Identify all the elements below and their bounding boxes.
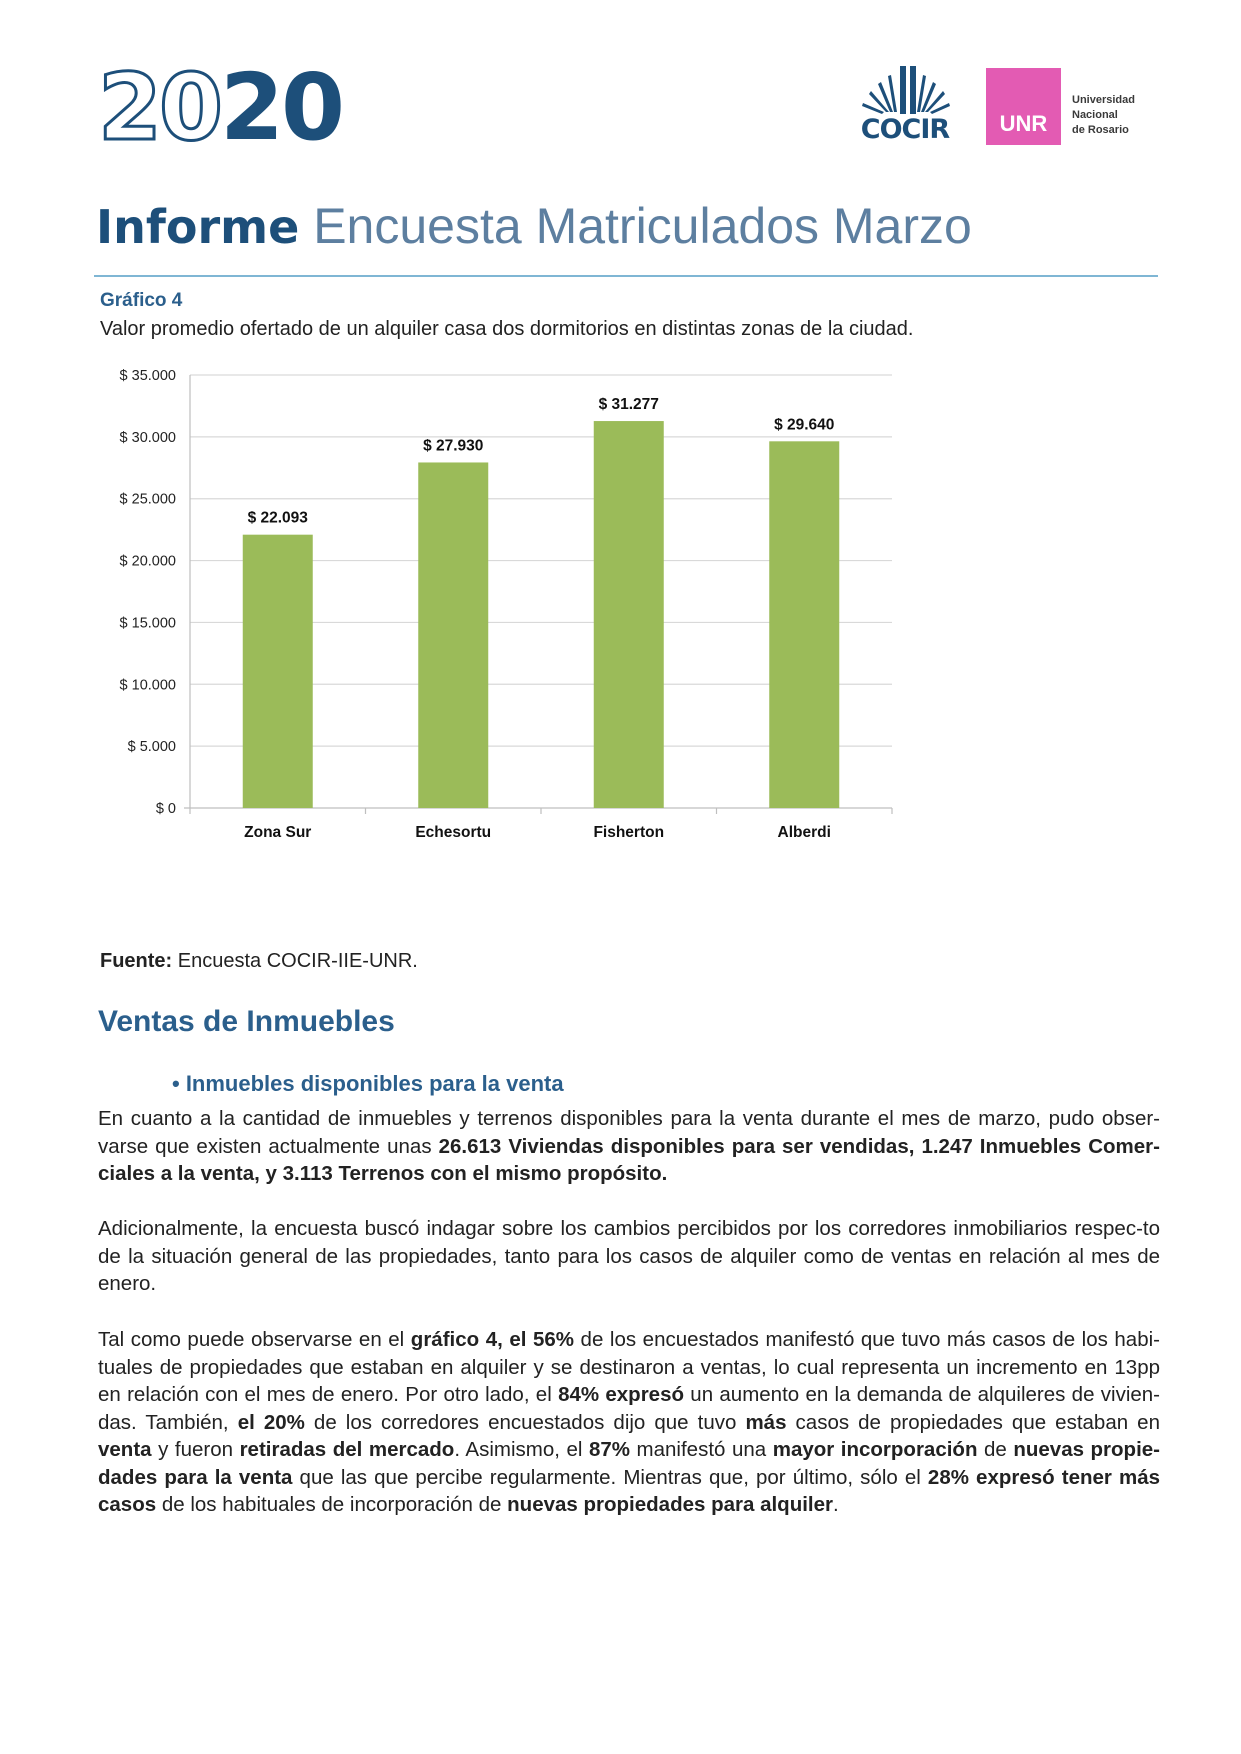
text-run: 87% (588, 1438, 631, 1461)
text-run: de los corredores encuestados dijo que tuvo (304, 1410, 746, 1434)
text-run: En cuanto a la cantidad de inmuebles y terrenos disponibles para la venta durante el mes de marzo, pudo obser-varse que existen actualmente unas (98, 1107, 1160, 1158)
text-run: nuevas propie-dades para la venta (98, 1438, 1160, 1489)
report-year (98, 54, 343, 161)
text-run: Adicionalmente, la encuesta buscó indagar sobre los cambios percibidos por los corredores inmobiliarios respec-to de la situación general de las propiedades, tanto para los casos de alquiler como de ventas en relación al mes de enero. (98, 1217, 1160, 1295)
data-label: $ 29.640 (774, 416, 835, 434)
y-tick-label: $ 15.000 (119, 615, 176, 632)
year-outline-part: 20 (98, 54, 221, 161)
section-title: Ventas de Inmuebles (98, 1005, 395, 1038)
text-run: casos de propiedades que estaban en (786, 1410, 1160, 1434)
text-run: nuevas propiedades para alquiler (507, 1493, 833, 1516)
bar-chart (90, 360, 910, 945)
x-tick-label: Echesortu (415, 824, 492, 841)
x-tick-label: Zona Sur (244, 824, 312, 841)
data-label: $ 27.930 (423, 437, 484, 455)
text-run: mayor incorporación (772, 1438, 978, 1461)
text-run: 28% expresó tener más casos (98, 1465, 1160, 1516)
cocir-emblem-icon (860, 62, 950, 118)
x-tick-label: Alberdi (777, 824, 831, 841)
text-run: . Asimismo, el (454, 1438, 589, 1461)
chart-source (100, 950, 418, 973)
graph-label: Gráfico 4 (100, 290, 183, 311)
bar (243, 535, 313, 808)
text-run: y fueron (151, 1438, 240, 1461)
text-run: de los habituales de incorporación de (156, 1493, 508, 1516)
page-title-bold: Informe (96, 200, 300, 254)
text-run: 84% expresó (558, 1383, 685, 1406)
text-run: . (833, 1493, 839, 1516)
y-tick-label: $ 25.000 (119, 491, 176, 508)
text-run: que las que percibe regularmente. Mientras que, por último, sólo el (292, 1465, 928, 1489)
page-title-light: Encuesta Matriculados Marzo (313, 198, 972, 254)
paragraph-survey-results (98, 1326, 1160, 1519)
text-run: un aumento en la demanda de alquileres de vivien-das. También, (98, 1383, 1161, 1434)
text-run: de (977, 1438, 1014, 1461)
unr-name-line: de Rosario (1072, 124, 1129, 136)
text-run: Tal como puede observarse en el (98, 1328, 411, 1351)
y-tick-label: $ 30.000 (119, 429, 176, 446)
graph-description: Valor promedio ofertado de un alquiler casa dos dormitorios en distintas zonas de la ciudad. (100, 318, 914, 340)
unr-university-name (1072, 93, 1135, 138)
section-subtitle: • Inmuebles disponibles para la venta (172, 1071, 564, 1096)
text-run: de los encuestados manifestó que tuvo más casos de los habi-tuales de propiedades que estaban en alquiler y se destinaron a ventas, lo cual representa un incremento en 13pp en relación con el mes de enero. Por otro lado, el (98, 1328, 1160, 1406)
source-label: Fuente: (100, 950, 173, 972)
unr-name-line: Universidad (1072, 94, 1135, 106)
text-run: retiradas del mercado (239, 1438, 455, 1461)
y-tick-label: $ 20.000 (119, 553, 176, 570)
text-run: 26.613 Viviendas disponibles para ser vendidas, 1.247 Inmuebles Comer-ciales a la venta, y 3.113 Terrenos con el mismo propósito. (98, 1134, 1160, 1185)
text-run: venta (98, 1438, 152, 1461)
text-run: gráfico 4, el 56% (410, 1328, 575, 1351)
x-tick-label: Fisherton (593, 824, 665, 841)
bar (769, 441, 839, 808)
unr-name-line: Nacional (1072, 109, 1118, 121)
text-run: más (745, 1410, 787, 1434)
unr-logo (986, 68, 1061, 145)
header-divider (94, 275, 1158, 277)
y-tick-label: $ 35.000 (119, 368, 176, 384)
year-solid-part: 20 (220, 54, 343, 161)
bar (594, 421, 664, 808)
source-text: Encuesta COCIR-IIE-UNR. (172, 950, 418, 972)
y-tick-label: $ 5.000 (127, 739, 176, 756)
y-tick-label: $ 10.000 (119, 677, 176, 694)
cocir-logo-text: COCIR (860, 114, 950, 145)
paragraph-survey-context (98, 1215, 1160, 1298)
bar (418, 462, 488, 808)
text-run: el 20% (237, 1410, 305, 1434)
unr-logo-text: UNR (999, 111, 1048, 136)
paragraph-inventory (98, 1105, 1160, 1188)
data-label: $ 31.277 (598, 396, 659, 414)
page-title (96, 197, 972, 255)
y-tick-label: $ 0 (155, 801, 176, 817)
text-run: manifestó una (630, 1438, 773, 1461)
cocir-logo (860, 62, 950, 148)
data-label: $ 22.093 (247, 509, 308, 527)
